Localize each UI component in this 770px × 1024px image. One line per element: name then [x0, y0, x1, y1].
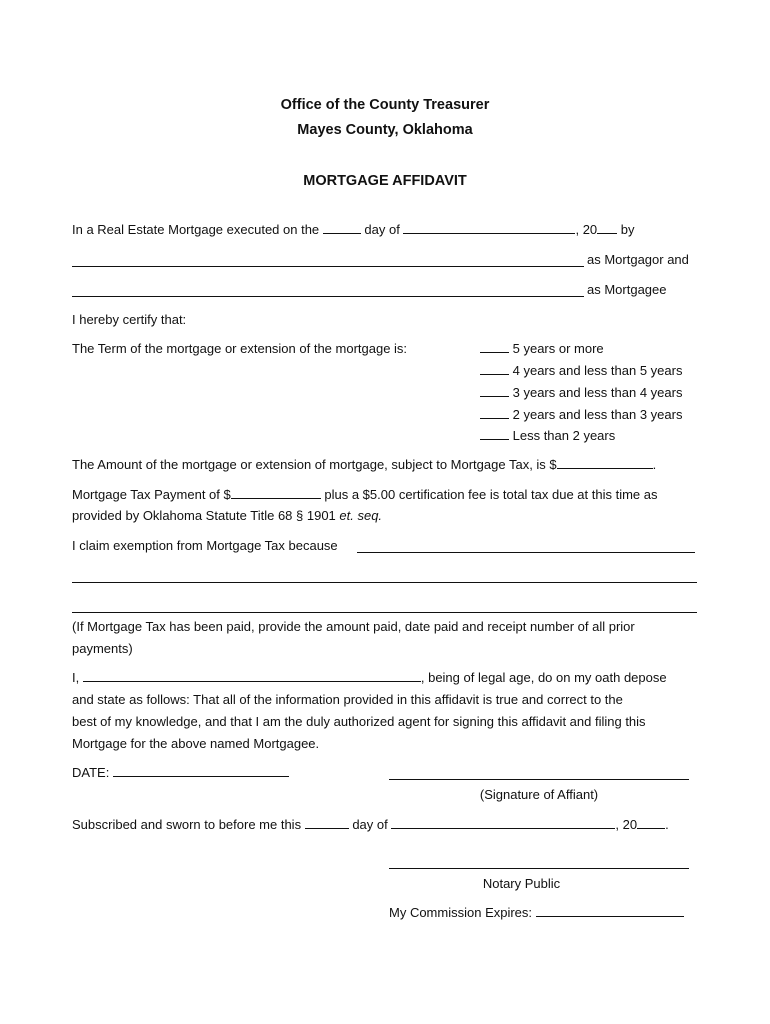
execution-month-field[interactable]: [403, 221, 575, 234]
by-label: by: [620, 222, 635, 237]
affiant-caption: (Signature of Affiant): [479, 787, 599, 802]
commission-line: [389, 904, 684, 922]
term-option-label: 2 years and less than 3 years: [512, 407, 683, 422]
term-checkbox-5-plus[interactable]: [480, 340, 509, 353]
mortgagor-label: as Mortgagor and: [587, 252, 689, 267]
term-checkbox-2-3[interactable]: [480, 406, 509, 419]
statute-text: provided by Oklahoma Statute Title 68 § 1901: [72, 508, 336, 523]
oath-suffix: , being of legal age, do on my oath depose: [420, 670, 667, 685]
term-option-5-plus: [480, 340, 604, 358]
sworn-period: .: [665, 817, 669, 832]
day-of-label: day of: [364, 222, 400, 237]
statute-italic: et. seq.: [339, 508, 383, 523]
payment-label: Mortgage Tax Payment of $: [72, 487, 231, 502]
affiant-signature-field[interactable]: [389, 779, 689, 780]
payment-line: [72, 486, 658, 504]
term-option-label: 3 years and less than 4 years: [512, 385, 683, 400]
paid-note-line1: (If Mortgage Tax has been paid, provide the amount paid, date paid and receipt number of all prior: [72, 619, 635, 634]
payment-field[interactable]: [231, 486, 321, 499]
term-option-4-5: [480, 362, 682, 380]
term-checkbox-4-5[interactable]: [480, 362, 509, 375]
sworn-day-of-label: day of: [352, 817, 388, 832]
sworn-month-field[interactable]: [391, 816, 615, 829]
sworn-year-field[interactable]: [637, 816, 665, 829]
amount-label: The Amount of the mortgage or extension of mortgage, subject to Mortgage Tax, is $: [72, 457, 557, 472]
mortgagee-label: as Mortgagee: [587, 282, 667, 297]
amount-line: [72, 456, 656, 474]
oath-line3: best of my knowledge, and that I am the duly authorized agent for signing this affidavit and filing this: [72, 714, 646, 729]
execution-day-field[interactable]: [323, 221, 361, 234]
sworn-line: [72, 816, 669, 834]
statute-line: [72, 507, 382, 525]
year-prefix-label: , 20: [575, 222, 598, 237]
commission-expires-field[interactable]: [536, 904, 684, 917]
office-title: Office of the County Treasurer: [280, 97, 490, 113]
oath-prefix: I,: [72, 670, 80, 685]
oath-line1: [72, 669, 667, 687]
form-title: MORTGAGE AFFIDAVIT: [303, 173, 467, 189]
paid-note-line2: payments): [72, 641, 133, 656]
term-option-label: 4 years and less than 5 years: [512, 363, 683, 378]
commission-label: My Commission Expires:: [389, 905, 533, 920]
term-option-label: 5 years or more: [512, 341, 604, 356]
county-title: Mayes County, Oklahoma: [297, 122, 473, 138]
mortgagor-field[interactable]: [72, 266, 584, 267]
term-checkbox-3-4[interactable]: [480, 384, 509, 397]
term-option-3-4: [480, 384, 682, 402]
notary-signature-field[interactable]: [389, 868, 689, 869]
sworn-label: Subscribed and sworn to before me this: [72, 817, 302, 832]
exemption-label: I claim exemption from Mortgage Tax because: [72, 538, 338, 553]
date-line: [72, 764, 289, 782]
execution-year-field[interactable]: [597, 221, 617, 234]
exemption-field-1[interactable]: [357, 552, 695, 553]
amount-field[interactable]: [557, 456, 653, 469]
exemption-field-3[interactable]: [72, 612, 697, 613]
term-option-label: Less than 2 years: [512, 428, 616, 443]
executed-label: In a Real Estate Mortgage executed on the: [72, 222, 320, 237]
term-option-2-3: [480, 406, 682, 424]
term-label: The Term of the mortgage or extension of the mortgage is:: [72, 341, 408, 356]
date-field[interactable]: [113, 764, 289, 777]
certify-text: I hereby certify that:: [72, 312, 187, 327]
sworn-year-prefix: , 20: [615, 817, 638, 832]
notary-caption: Notary Public: [482, 876, 561, 891]
mortgagee-field[interactable]: [72, 296, 584, 297]
exemption-field-2[interactable]: [72, 582, 697, 583]
amount-period: .: [652, 457, 657, 472]
term-option-under-2: [480, 427, 615, 445]
date-label: DATE:: [72, 765, 110, 780]
affiant-name-field[interactable]: [83, 669, 421, 682]
sworn-day-field[interactable]: [305, 816, 349, 829]
oath-line4: Mortgage for the above named Mortgagee.: [72, 736, 320, 751]
intro-line: [72, 221, 635, 239]
payment-suffix: plus a $5.00 certification fee is total tax due at this time as: [324, 487, 658, 502]
oath-line2: and state as follows: That all of the information provided in this affidavit is true and correct to the: [72, 692, 623, 707]
term-checkbox-under-2[interactable]: [480, 427, 509, 440]
